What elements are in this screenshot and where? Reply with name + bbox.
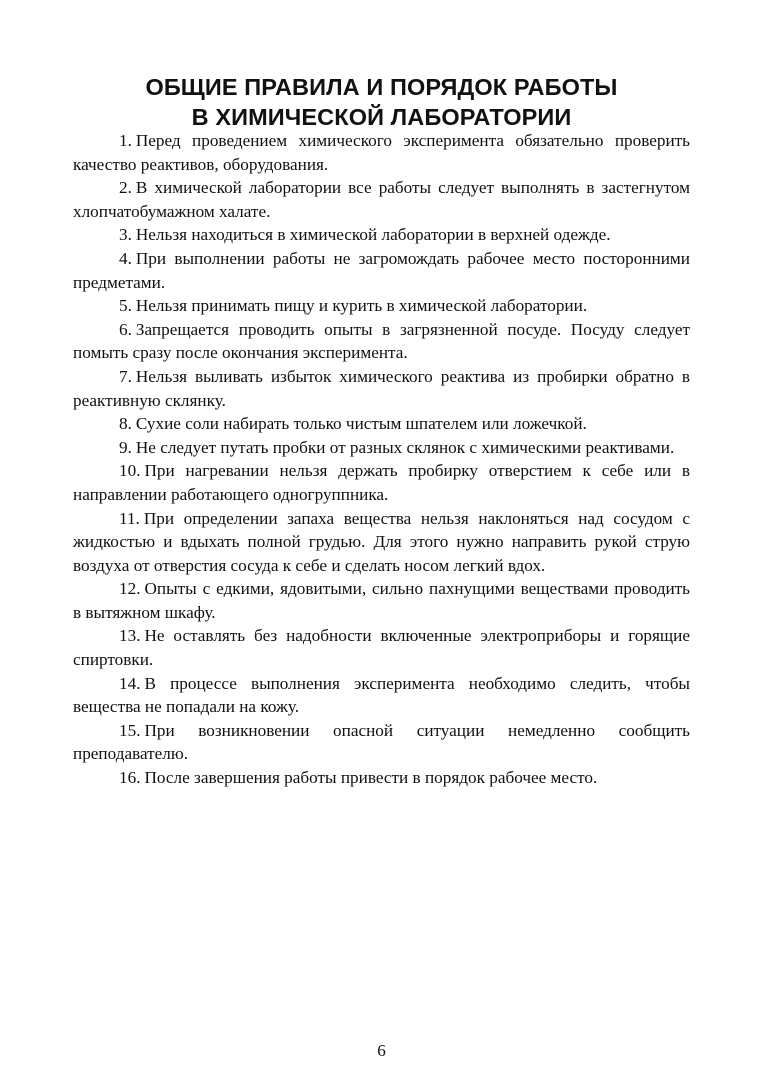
rule-text: Не следует путать пробки от разных склянок с химическими реактивами. xyxy=(135,437,675,457)
rule-text: Нельзя выливать избыток химического реактива из пробирки обратно в реактивную склянку. xyxy=(73,366,690,410)
rule-text: Опыты с едкими, ядовитыми, сильно пахнущими веществами проводить в вытяжном шкафу. xyxy=(73,579,690,622)
rule-number: 16. xyxy=(119,768,141,788)
rule-text: При определении запаха вещества нельзя наклоняться над сосудом с жидкостью и вдыхать полной грудью. Для этого нужно направить рукой струю воздуха от отверстия сосуда к себе и сделать носом легкий вдох. xyxy=(73,508,690,575)
rules-list xyxy=(73,129,690,790)
rule-number: 12. xyxy=(119,579,141,599)
page-number: 6 xyxy=(377,1041,386,1060)
rule-item-14 xyxy=(73,672,690,719)
rule-number: 8. xyxy=(119,414,132,434)
rule-number: 1. xyxy=(119,131,132,150)
page-title-line-1: ОБЩИЕ ПРАВИЛА И ПОРЯДОК РАБОТЫ xyxy=(145,73,618,100)
rule-text: Нельзя находиться в химической лаборатории в верхней одежде. xyxy=(135,225,611,245)
rule-text: При выполнении работы не загромождать рабочее место посторонними предметами. xyxy=(73,248,690,292)
rule-item-15 xyxy=(73,719,690,766)
rule-item-9 xyxy=(73,436,690,460)
rule-number: 6. xyxy=(119,319,132,339)
rule-number: 15. xyxy=(119,720,141,740)
rule-text: После завершения работы привести в порядок рабочее место. xyxy=(144,768,598,788)
rule-item-8 xyxy=(73,412,690,436)
rule-text: При возникновении опасной ситуации немедленно сообщить преподавателю. xyxy=(73,720,690,764)
rule-text: При нагревании нельзя держать пробирку отверстием к себе или в направлении работающего одногруппника. xyxy=(73,461,690,504)
rule-number: 5. xyxy=(119,296,132,316)
rule-item-12 xyxy=(73,577,690,624)
rule-number: 11. xyxy=(119,508,140,528)
rule-item-10 xyxy=(73,459,690,506)
rule-number: 14. xyxy=(119,673,141,693)
rule-item-2 xyxy=(73,176,690,223)
rule-text: В процессе выполнения эксперимента необходимо следить, чтобы вещества не попадали на кожу. xyxy=(73,673,690,717)
page-title-line-2: В ХИМИЧЕСКОЙ ЛАБОРАТОРИИ xyxy=(191,103,572,130)
rule-number: 10. xyxy=(119,461,141,481)
page-title xyxy=(0,72,763,132)
rule-text: В химической лаборатории все работы следует выполнять в застегнутом хлопчатобумажном халате. xyxy=(73,178,690,221)
rule-text: Запрещается проводить опыты в загрязненной посуде. Посуду следует помыть сразу после окончания эксперимента. xyxy=(73,319,690,363)
rule-text: Перед проведением химического эксперимента обязательно проверить качество реактивов, оборудования. xyxy=(73,131,690,174)
rule-text: Сухие соли набирать только чистым шпателем или ложечкой. xyxy=(135,414,587,434)
rule-item-13 xyxy=(73,624,690,671)
rule-number: 13. xyxy=(119,626,141,646)
rule-item-1 xyxy=(73,129,690,176)
rule-item-6 xyxy=(73,318,690,365)
rule-number: 9. xyxy=(119,437,132,457)
rule-item-4 xyxy=(73,247,690,294)
rule-number: 3. xyxy=(119,225,132,245)
rule-number: 2. xyxy=(119,178,132,198)
rule-item-11 xyxy=(73,507,690,578)
rule-item-5 xyxy=(73,294,690,318)
rule-item-3 xyxy=(73,223,690,247)
rule-text: Не оставлять без надобности включенные электроприборы и горящие спиртовки. xyxy=(73,626,690,670)
rule-item-7 xyxy=(73,365,690,412)
rule-number: 7. xyxy=(119,366,132,386)
rule-number: 4. xyxy=(119,248,132,268)
rule-text: Нельзя принимать пищу и курить в химической лаборатории. xyxy=(135,296,588,316)
rule-item-16 xyxy=(73,766,690,790)
